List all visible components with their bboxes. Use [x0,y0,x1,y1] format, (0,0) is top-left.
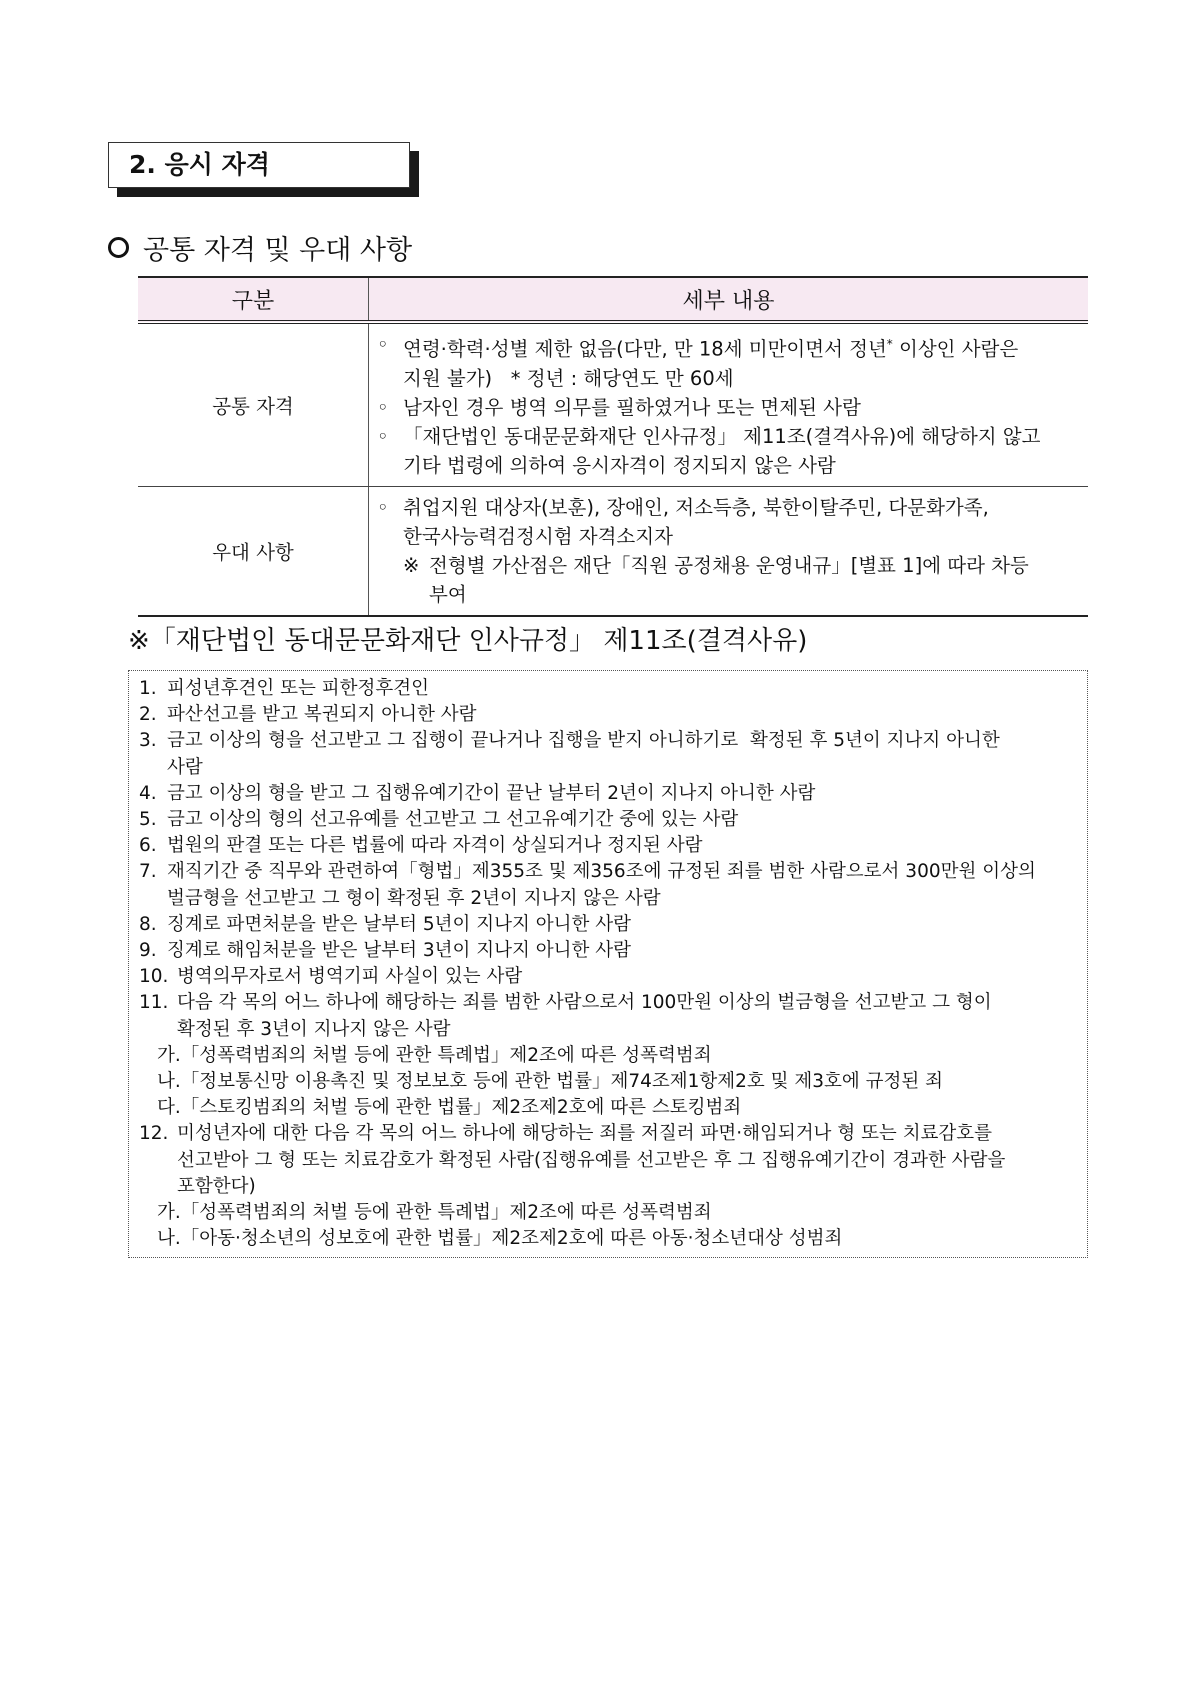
item-number: 2. [139,704,157,726]
qualification-table [138,276,1088,617]
item-text: 피성년후견인 또는 피한정후견인 [167,678,429,699]
list-item [139,676,1077,702]
list-item [377,393,1080,422]
sub-item: 가.「성폭력범죄의 처벌 등에 관한 특례법」제2조에 따른 성폭력범죄 [157,1202,712,1224]
list-item [377,493,1080,522]
detail-text: 한국사능력검정시험 자격소지자 [403,524,673,548]
list-item [139,859,1077,885]
bullet-mark: ◦ [377,424,389,448]
item-text-continued: 벌금형을 선고받고 그 형이 확정된 후 2년이 지나지 않은 사람 [167,887,661,909]
rules-heading: ※「재단법인 동대문문화재단 인사규정」 제11조(결격사유) [128,626,808,656]
row-label-common: 공통 자격 [138,322,369,486]
item-number: 8. [139,913,157,935]
item-number: 1. [139,678,157,699]
item-number: 10. [139,966,169,988]
item-text-continued: 확정된 후 3년이 지나지 않은 사람 [177,1018,451,1040]
item-number: 11. [139,992,169,1014]
header-category: 구분 [138,277,369,322]
row-details-preference [369,486,1089,616]
item-text: 금고 이상의 형을 받고 그 집행유예기간이 끝난 날부터 2년이 지나지 아니한 사람 [167,782,816,804]
item-text: 파산선고를 받고 복권되지 아니한 사람 [167,704,477,726]
item-text-continued: 사람 [167,756,203,778]
detail-text: 남자인 경우 병역 의무를 필하였거나 또는 면제된 사람 [403,395,861,419]
detail-text: 연령·학력·성별 제한 없음(다만, 만 18세 미만이면서 정년 [403,337,887,361]
header-details: 세부 내용 [369,277,1089,322]
note-text: 전형별 가산점은 재단「직원 공정채용 운영내규」[별표 1]에 따라 차등 [429,553,1029,577]
table-row [138,322,1088,486]
note-mark: ※ [403,553,420,577]
item-text-continued: 포함한다) [177,1175,256,1197]
table-row [138,486,1088,616]
note-text: 부여 [429,582,467,606]
detail-text: 지원 불가) * 정년 : 해당연도 만 60세 [403,366,734,390]
sub-item: 나.「정보통신망 이용촉진 및 정보보호 등에 관한 법률」제74조제1항제2호 및 제3호에 규정된 죄 [157,1071,944,1093]
bullet-mark: ◦ [377,495,389,519]
item-text-continued: 선고받아 그 형 또는 치료감호가 확정된 사람(집행유예를 선고받은 후 그 집행유예기간이 경과한 사람을 [177,1149,1006,1171]
list-item [139,990,1077,1016]
bullet-mark: ◦ [377,395,389,419]
item-text: 금고 이상의 형을 선고받고 그 집행이 끝나거나 집행을 받지 아니하기로 확정된 후 5년이 지나지 아니한 [167,730,1000,752]
item-text: 병역의무자로서 병역기피 사실이 있는 사람 [177,966,523,988]
list-item [139,781,1077,807]
sub-item: 가.「성폭력범죄의 처벌 등에 관한 특례법」제2조에 따른 성폭력범죄 [157,1044,712,1066]
list-item [139,938,1077,964]
list-item [139,1121,1077,1147]
note-item [377,551,1080,580]
sub-item: 다.「스토킹범죄의 처벌 등에 관한 법률」제2조제2호에 따른 스토킹범죄 [157,1097,742,1119]
list-item [377,330,1080,364]
row-details-common [369,322,1089,486]
list-item [139,912,1077,938]
item-number: 12. [139,1123,169,1145]
item-text: 재직기간 중 직무와 관련하여「형법」제355조 및 제356조에 규정된 죄를 범한 사람으로서 300만원 이상의 [167,861,1036,883]
list-item [377,422,1080,451]
detail-text: 기타 법령에 의하여 응시자격이 정지되지 않은 사람 [403,453,836,477]
item-text: 법원의 판결 또는 다른 법률에 따라 자격이 상실되거나 정지된 사람 [167,835,703,857]
item-text: 금고 이상의 형의 선고유예를 선고받고 그 선고유예기간 중에 있는 사람 [167,809,739,831]
list-item [139,964,1077,990]
detail-text: 이상인 사람은 [892,337,1019,361]
row-label-preference: 우대 사항 [138,486,369,616]
list-item [139,833,1077,859]
detail-text: 취업지원 대상자(보훈), 장애인, 저소득층, 북한이탈주민, 다문화가족, [403,495,989,519]
item-number: 7. [139,861,157,883]
item-number: 9. [139,940,157,962]
item-text: 다음 각 목의 어느 하나에 해당하는 죄를 범한 사람으로서 100만원 이상의 벌금형을 선고받고 그 형이 [177,992,992,1014]
list-item [139,728,1077,754]
item-number: 4. [139,782,157,804]
sub-heading [106,228,412,267]
section-title: 2. 응시 자격 [108,142,410,188]
circle-bullet-icon [108,237,129,258]
bullet-mark: ◦ [377,333,389,356]
item-number: 6. [139,835,157,857]
item-text: 징계로 파면처분을 받은 날부터 5년이 지나지 아니한 사람 [167,913,631,935]
list-item [139,702,1077,728]
sub-item: 나.「아동·청소년의 성보호에 관한 법률」제2조제2호에 따른 아동·청소년대상 성범죄 [157,1228,843,1250]
item-text: 징계로 해임처분을 받은 날부터 3년이 지나지 아니한 사람 [167,940,631,962]
detail-text: 「재단법인 동대문문화재단 인사규정」 제11조(결격사유)에 해당하지 않고 [403,424,1041,448]
item-number: 3. [139,730,157,752]
disqualification-rules-box [128,670,1088,1258]
table-header-row [138,277,1088,322]
sub-heading-text: 공통 자격 및 우대 사항 [143,235,413,266]
item-number: 5. [139,809,157,831]
asterisk-mark: * [886,337,893,351]
list-item [139,807,1077,833]
item-text: 미성년자에 대한 다음 각 목의 어느 하나에 해당하는 죄를 저질러 파면·해임되거나 형 또는 치료감호를 [177,1123,993,1145]
